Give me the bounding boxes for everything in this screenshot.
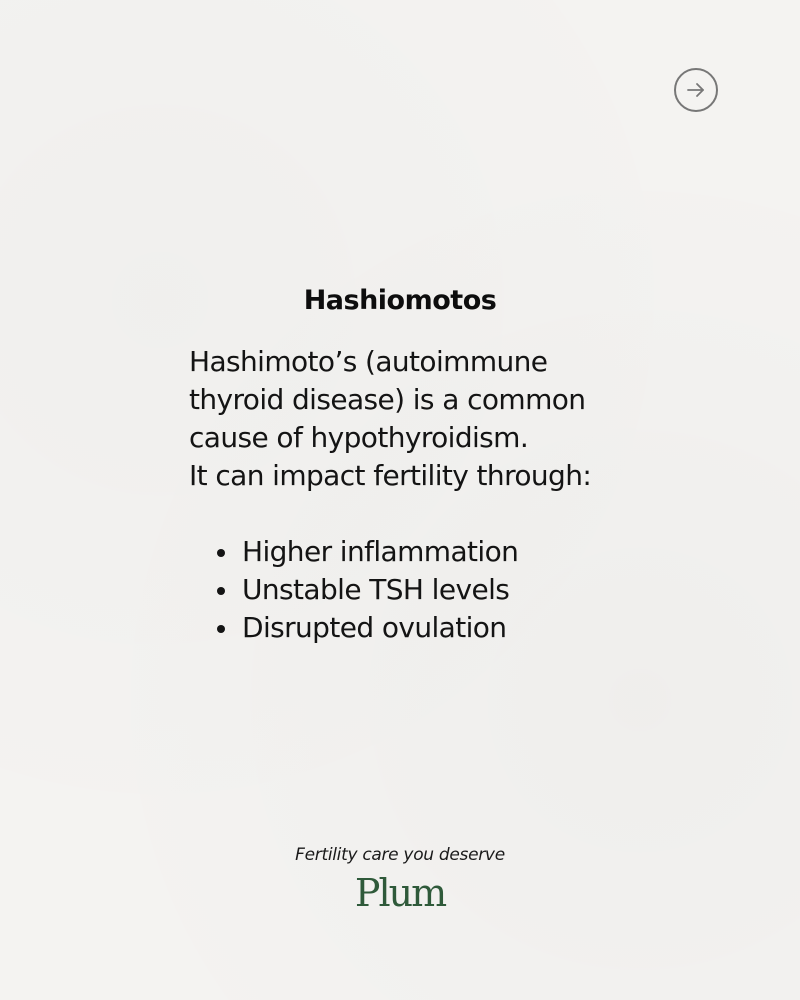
intro-paragraph: Hashimoto’s (autoimmune thyroid disease) is a common cause of hypothyroidism.: [189, 345, 586, 454]
next-button[interactable]: [674, 68, 718, 112]
page-title: Hashiomotos: [303, 285, 497, 316]
tagline: Fertility care you deserve: [295, 845, 505, 865]
impact-paragraph: It can impact fertility through:: [189, 459, 592, 492]
list-item: Unstable TSH levels: [242, 571, 619, 609]
list-item: Disrupted ovulation: [242, 609, 619, 647]
list-item: Higher inflammation: [242, 533, 619, 571]
brand-logo: Plum: [354, 871, 446, 915]
arrow-right-icon: [684, 78, 708, 102]
impact-list: [189, 533, 619, 647]
body-text: [189, 343, 619, 647]
